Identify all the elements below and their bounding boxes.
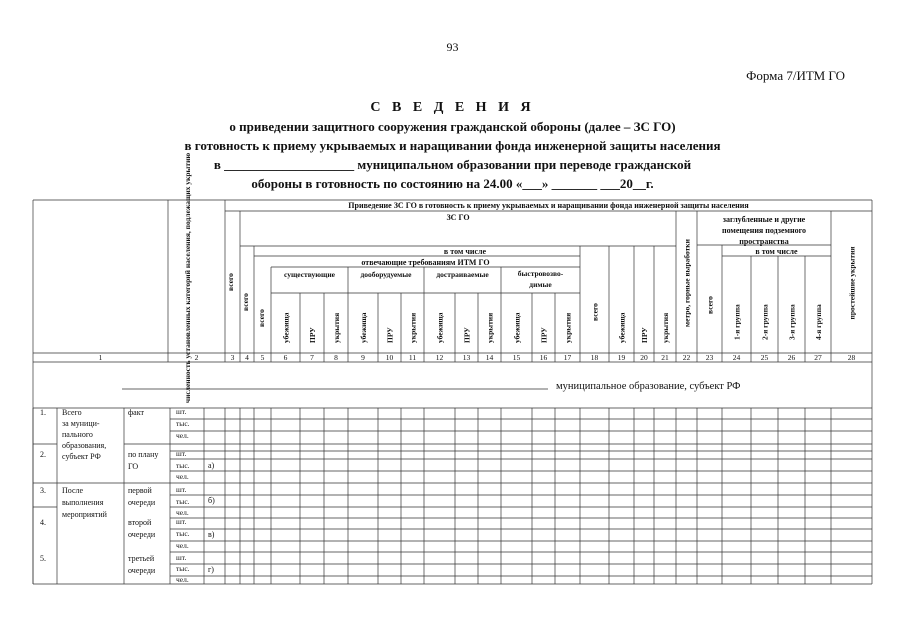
column-number: 16	[539, 353, 548, 362]
row-unit: шт.	[176, 449, 187, 458]
column-number: 10	[385, 353, 394, 362]
heading-line-3: в готовность к приему укрываемых и наращивании фонда инженерной защиты населения	[184, 138, 721, 153]
row-label-after: мероприятий	[62, 510, 107, 519]
header-subcol: убежища	[512, 312, 522, 343]
row-unit: тыс.	[176, 461, 190, 470]
header-total: всего	[226, 273, 235, 291]
header-underground: заглубленные и другие	[722, 215, 806, 224]
row-label-after: После	[62, 486, 84, 495]
column-number: 2	[194, 353, 199, 362]
row-unit: чел.	[176, 431, 189, 440]
row-unit: тыс.	[176, 529, 190, 538]
header-subcol: убежища	[435, 312, 445, 343]
row-label-queue1: первой	[128, 486, 152, 495]
header-subcol: убежища	[617, 312, 627, 343]
row-label-queue3: третьей	[128, 554, 155, 563]
header-underground: пространства	[739, 237, 789, 246]
column-number: 18	[590, 353, 599, 362]
header-group-4: быстровозво-	[517, 269, 564, 278]
header-subcol: укрытия	[563, 312, 573, 343]
row-label-fact: факт	[128, 408, 145, 417]
header-population: численность установленных категорий населения, подлежащих укрытию	[183, 152, 192, 404]
header-group-4: димые	[529, 280, 552, 289]
header-subcol: ПРУ	[308, 327, 317, 343]
municipality-label: муниципальное образование, субъект РФ	[556, 381, 741, 392]
row-label-total: за муници-	[62, 419, 100, 428]
column-number: 19	[617, 353, 626, 362]
header-subcol: укрытия	[332, 312, 341, 343]
row-label-total: субъект РФ	[62, 452, 101, 461]
column-number: 20	[640, 353, 648, 362]
header-under-total: всего	[705, 296, 715, 314]
row-number: 1.	[40, 408, 46, 417]
row-unit: чел.	[176, 508, 189, 517]
row-number: 5.	[40, 554, 46, 563]
heading-line-4: в ____________________ муниципальном образовании при переводе гражданской	[213, 157, 692, 172]
row-unit: тыс.	[176, 497, 190, 506]
column-number: 28	[847, 353, 856, 362]
header-zs-total: всего	[241, 293, 250, 311]
row-letter: в)	[208, 530, 215, 539]
header-metro: метро, горные выработки	[682, 239, 692, 327]
header-nonitm-total: всего	[590, 303, 600, 321]
header-main: Приведение ЗС ГО в готовность к приему укрываемых и наращивании фонда инженерной защиты населения	[348, 201, 749, 210]
header-under-incl: в том числе	[755, 247, 798, 256]
column-number: 13	[462, 353, 471, 362]
row-number: 3.	[40, 486, 46, 495]
row-label-plan: по плану	[128, 450, 159, 459]
row-number: 2.	[40, 450, 46, 459]
column-number: 15	[512, 353, 521, 362]
row-label-total: образования,	[62, 441, 107, 450]
row-label-total: пального	[62, 430, 93, 439]
column-number: 5	[260, 353, 265, 362]
header-under-group: 4-я группа	[814, 304, 823, 340]
header-itm-total: всего	[257, 309, 266, 327]
column-number: 14	[485, 353, 494, 362]
header-incl: в том числе	[443, 247, 487, 256]
page-number: 93	[446, 40, 459, 54]
row-unit: шт.	[176, 407, 187, 416]
row-number: 4.	[40, 518, 46, 527]
row-label-queue2: очереди	[128, 530, 156, 539]
header-underground: помещения подземного	[721, 226, 807, 235]
header-zs-go: ЗС ГО	[446, 213, 470, 222]
header-under-group: 2-я группа	[760, 304, 770, 340]
column-number: 4	[245, 353, 249, 362]
column-number: 8	[334, 353, 338, 362]
column-number: 24	[732, 353, 741, 362]
row-label-queue2: второй	[128, 518, 152, 527]
column-number: 6	[283, 353, 288, 362]
row-unit: шт.	[176, 485, 187, 494]
header-subcol: убежища	[359, 312, 368, 343]
column-number: 7	[310, 353, 314, 362]
header-under-group: 1-я группа	[732, 304, 742, 340]
column-number: 27	[814, 353, 822, 362]
row-unit: тыс.	[176, 419, 190, 428]
heading-line-2: о приведении защитного сооружения гражданской обороны (далее – ЗС ГО)	[229, 119, 676, 134]
row-label-after: выполнения	[62, 498, 104, 507]
heading-line-5: обороны в готовность по состоянию на 24.00 «___» _______ ___20__г.	[251, 176, 654, 191]
column-number: 12	[435, 353, 444, 362]
header-group-3: достраиваемые	[436, 270, 489, 279]
row-unit: чел.	[176, 472, 189, 481]
header-simple-shelters: простейшие укрытия	[847, 246, 857, 320]
row-label-total: Всего	[62, 408, 82, 417]
header-group-1: существующие	[283, 270, 336, 279]
header-under-group: 3-я группа	[787, 304, 797, 340]
header-subcol: ПРУ	[385, 327, 395, 343]
header-subcol: укрытия	[661, 312, 670, 343]
column-number: 23	[705, 353, 714, 362]
row-unit: чел.	[176, 541, 189, 550]
column-number: 3	[230, 353, 235, 362]
row-letter: б)	[208, 496, 215, 505]
column-number: 1	[98, 353, 103, 362]
header-group-2: дооборудуемые	[360, 270, 412, 279]
form-id: Форма 7/ИТМ ГО	[746, 68, 845, 83]
header-subcol: укрытия	[408, 312, 418, 343]
row-unit: шт.	[176, 553, 187, 562]
column-number: 26	[787, 353, 796, 362]
row-label-plan: ГО	[128, 462, 139, 471]
row-letter: г)	[208, 565, 214, 574]
row-label-queue3: очереди	[128, 566, 156, 575]
row-letter: а)	[208, 461, 215, 470]
header-subcol: ПРУ	[462, 327, 472, 343]
header-subcol: убежища	[281, 312, 291, 343]
row-label-queue1: очереди	[128, 498, 156, 507]
heading-title: С В Е Д Е Н И Я	[370, 100, 535, 115]
row-unit: тыс.	[176, 564, 190, 573]
header-subcol: укрытия	[485, 312, 495, 343]
column-number: 17	[563, 353, 572, 362]
header-subcol: ПРУ	[539, 327, 549, 343]
row-unit: чел.	[176, 575, 189, 584]
column-number: 22	[682, 353, 691, 362]
header-subcol: ПРУ	[640, 327, 649, 343]
column-number: 11	[408, 353, 417, 362]
column-number: 9	[361, 353, 365, 362]
column-number: 25	[760, 353, 769, 362]
column-number: 21	[661, 353, 669, 362]
header-itm: отвечающие требованиям ИТМ ГО	[361, 258, 490, 267]
row-unit: шт.	[176, 517, 187, 526]
